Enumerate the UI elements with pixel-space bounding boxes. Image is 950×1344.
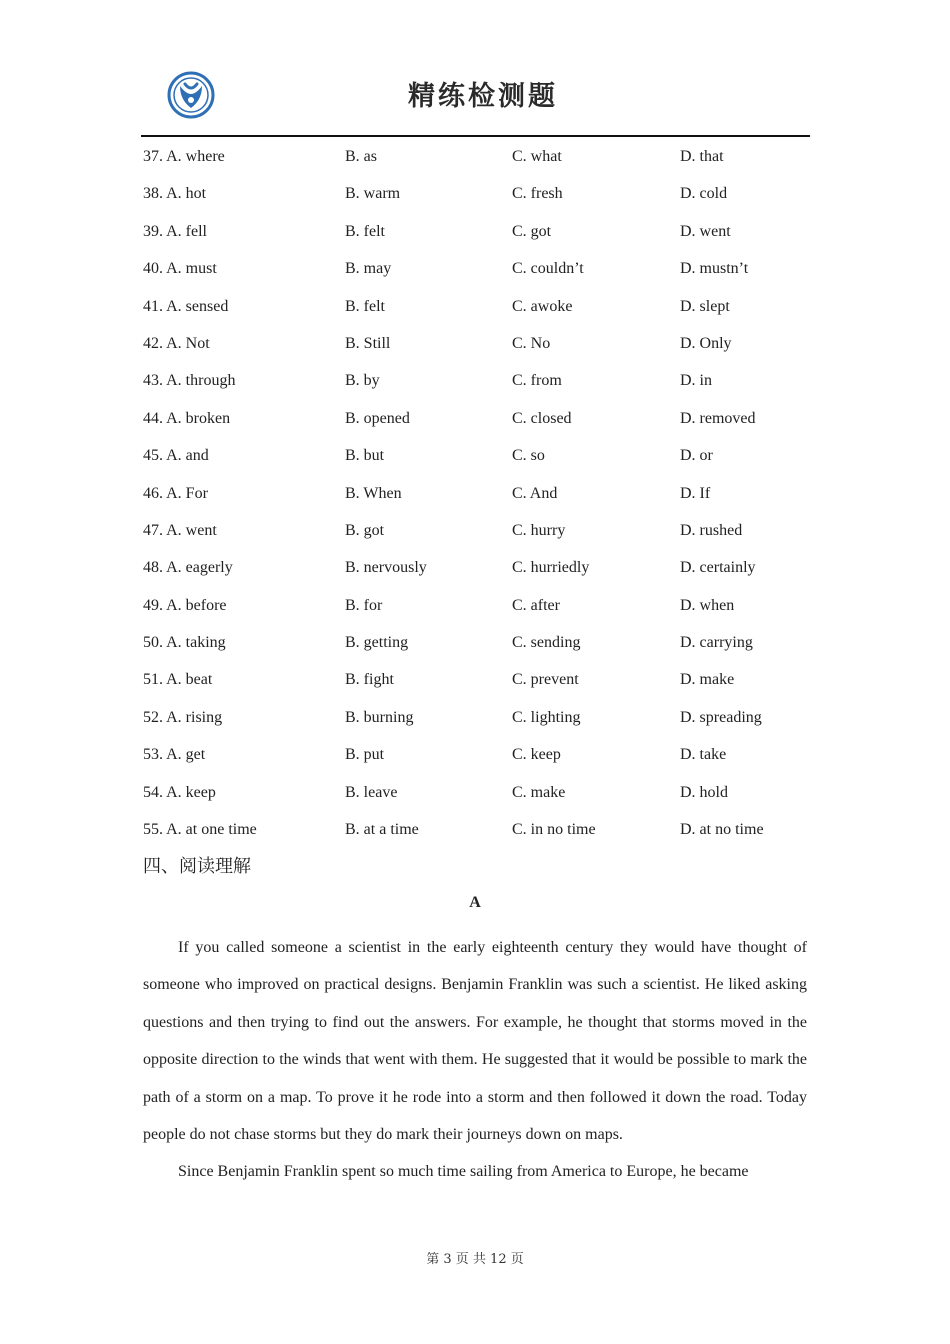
option-d: D. went: [680, 222, 731, 240]
option-c: C. got: [512, 222, 552, 240]
option-c: C. No: [512, 334, 551, 352]
option-a: 48. A. eagerly: [143, 559, 233, 577]
question-row: [143, 818, 813, 855]
option-c: C. hurriedly: [512, 559, 590, 577]
option-a: 49. A. before: [143, 596, 227, 614]
question-row: [143, 407, 813, 444]
option-d: D. when: [680, 596, 735, 614]
option-d: D. If: [680, 484, 711, 502]
option-d: D. that: [680, 148, 724, 165]
option-a: 40. A. must: [143, 260, 217, 278]
option-b: B. but: [345, 447, 385, 465]
option-d: D. hold: [680, 783, 728, 801]
option-a: 44. A. broken: [143, 409, 231, 427]
option-d: D. Only: [680, 334, 732, 352]
option-a: 53. A. get: [143, 746, 206, 764]
header-divider: [141, 135, 810, 137]
option-c: C. in no time: [512, 821, 596, 839]
option-d: D. carrying: [680, 634, 753, 652]
option-b: B. got: [345, 521, 385, 539]
option-d: D. at no time: [680, 821, 764, 839]
question-row: [143, 631, 813, 668]
question-row: [143, 332, 813, 369]
option-a: 51. A. beat: [143, 671, 213, 689]
option-b: B. warm: [345, 185, 401, 203]
question-row: [143, 668, 813, 705]
option-a: 55. A. at one time: [143, 821, 257, 839]
passage-body: [143, 929, 807, 1191]
option-c: C. awoke: [512, 297, 573, 315]
answer-options-list: [143, 145, 813, 855]
passage-paragraph: Since Benjamin Franklin spent so much time sailing from America to Europe, he became: [178, 1163, 749, 1181]
header-title: 精练检测题: [408, 81, 558, 112]
question-row: [143, 482, 813, 519]
option-d: D. mustn’t: [680, 260, 749, 278]
option-c: C. keep: [512, 746, 561, 764]
option-b: B. felt: [345, 297, 385, 315]
question-row: [143, 781, 813, 818]
option-d: D. certainly: [680, 559, 756, 577]
option-d: D. removed: [680, 409, 756, 427]
option-c: C. And: [512, 484, 558, 502]
option-b: B. felt: [345, 222, 385, 240]
option-a: 42. A. Not: [143, 334, 210, 352]
option-c: C. so: [512, 447, 545, 465]
question-row: [143, 706, 813, 743]
option-a: 47. A. went: [143, 521, 217, 539]
question-row: [143, 743, 813, 780]
option-c: C. prevent: [512, 671, 579, 689]
option-a: 38. A. hot: [143, 185, 207, 203]
option-b: B. fight: [345, 671, 394, 689]
option-a: 52. A. rising: [143, 708, 223, 726]
passage-title: A: [469, 894, 481, 911]
question-row: [143, 519, 813, 556]
option-a: 39. A. fell: [143, 222, 207, 240]
option-a: 50. A. taking: [143, 634, 226, 652]
option-b: B. leave: [345, 783, 398, 801]
option-d: D. take: [680, 746, 727, 764]
option-c: C. make: [512, 783, 566, 801]
question-row: [143, 220, 813, 257]
option-b: B. may: [345, 260, 392, 278]
option-b: B. When: [345, 484, 402, 502]
option-b: B. as: [345, 148, 377, 165]
option-d: D. spreading: [680, 708, 762, 726]
option-a: 43. A. through: [143, 372, 236, 390]
passage-paragraph: If you called someone a scientist in the early eighteenth century they would have thought of someone who improved on practical designs. Benjamin Franklin was such a scientist. He liked asking questions and then trying to find out the answers. For example, he thought that storms moved in the opposite direction to the winds that went with them. He suggested that it would be possible to mark the path of a storm on a map. To prove it he rode into a storm and then followed it down the road. Today people do not chase storms but they do mark their journeys down on maps.: [143, 939, 807, 1144]
option-a: 45. A. and: [143, 447, 209, 465]
page-header: [0, 0, 950, 138]
section-heading: 四、阅读理解: [143, 856, 251, 877]
question-row: [143, 556, 813, 593]
option-b: B. by: [345, 372, 380, 390]
option-d: D. slept: [680, 297, 730, 315]
option-b: B. put: [345, 746, 385, 764]
option-c: C. hurry: [512, 521, 566, 539]
question-row: [143, 444, 813, 481]
question-row: [143, 257, 813, 294]
question-row: [143, 594, 813, 631]
option-b: B. opened: [345, 409, 410, 427]
option-c: C. lighting: [512, 708, 581, 726]
option-d: D. cold: [680, 185, 728, 203]
option-c: C. what: [512, 148, 562, 165]
question-row: [143, 145, 813, 182]
option-c: C. couldn’t: [512, 260, 584, 278]
option-d: D. or: [680, 447, 713, 465]
option-a: 37. A. where: [143, 148, 225, 165]
page-number: 第 3 页 共 12 页: [426, 1252, 524, 1267]
option-b: B. burning: [345, 708, 414, 726]
option-b: B. nervously: [345, 559, 427, 577]
question-row: [143, 369, 813, 406]
option-c: C. fresh: [512, 185, 563, 203]
option-b: B. at a time: [345, 821, 419, 839]
question-row: [143, 295, 813, 332]
option-a: 46. A. For: [143, 484, 208, 502]
option-c: C. sending: [512, 634, 581, 652]
option-c: C. closed: [512, 409, 572, 427]
option-a: 41. A. sensed: [143, 297, 229, 315]
option-b: B. for: [345, 596, 383, 614]
option-a: 54. A. keep: [143, 783, 216, 801]
option-b: B. getting: [345, 634, 409, 652]
option-d: D. make: [680, 671, 735, 689]
option-c: C. from: [512, 372, 562, 390]
option-c: C. after: [512, 596, 560, 614]
option-d: D. in: [680, 372, 712, 390]
option-b: B. Still: [345, 334, 391, 352]
option-d: D. rushed: [680, 521, 743, 539]
question-row: [143, 182, 813, 219]
